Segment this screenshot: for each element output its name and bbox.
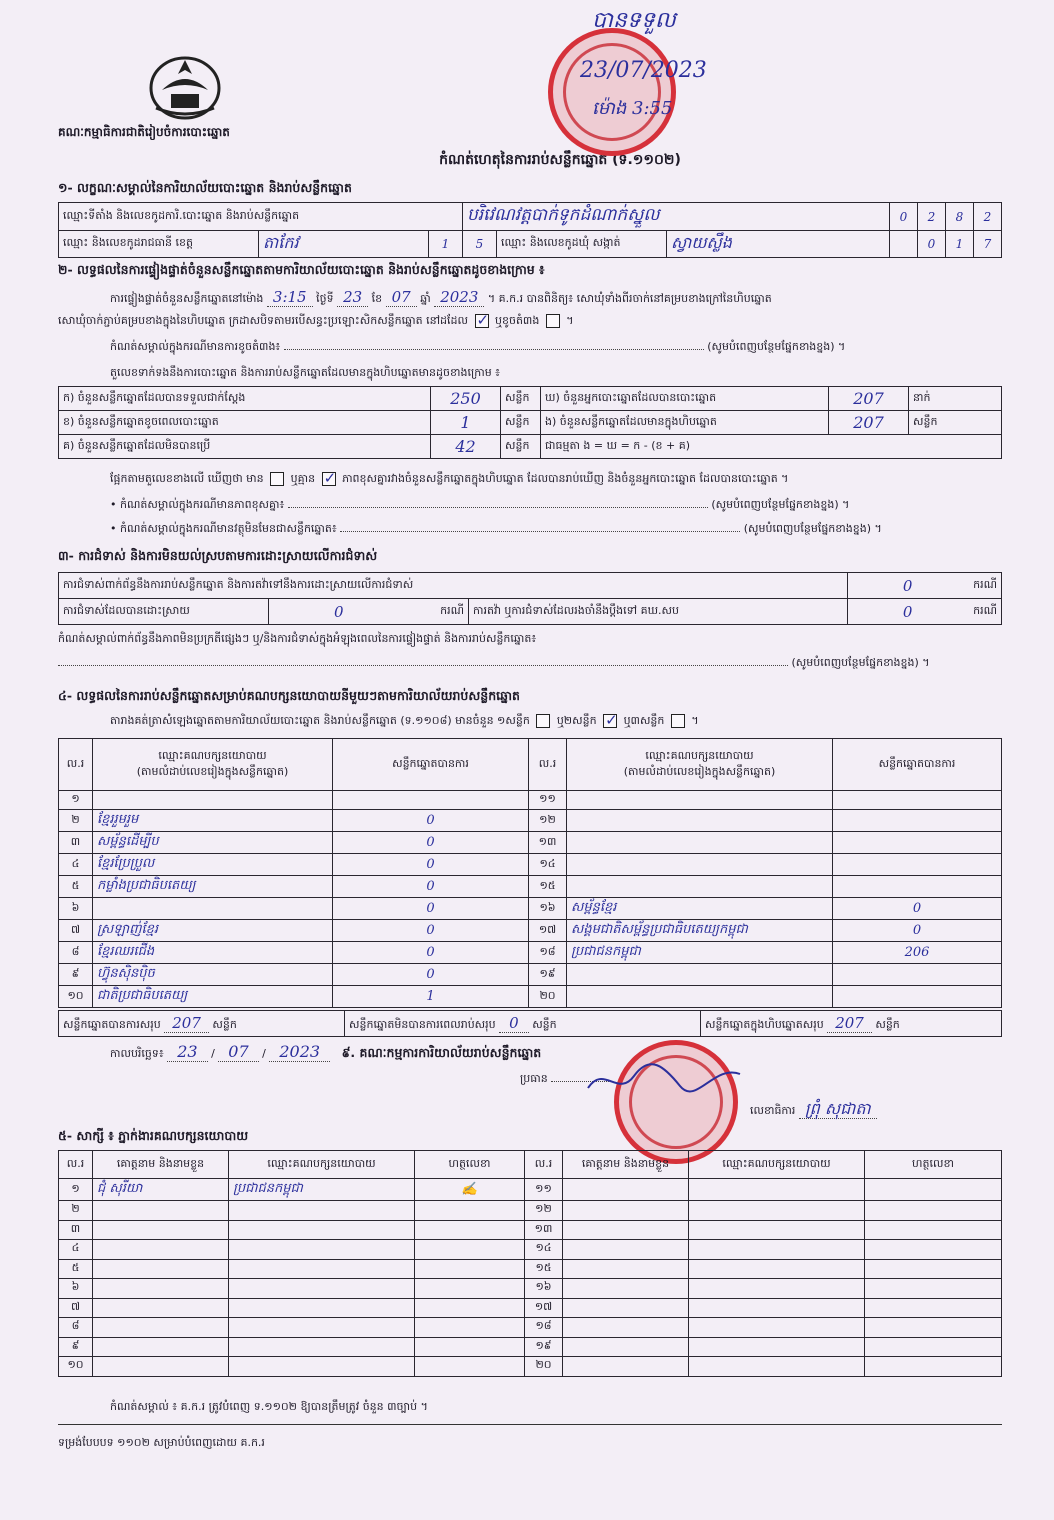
verify-day: 23 [337,288,368,307]
witness-name [93,1318,229,1338]
witness-signature [865,1279,1002,1299]
totals-table: សន្លឹកឆ្នោតបានការសរុប 207 សន្លឹក សន្លឹកឆ្នោតមិនបានការពេលរាប់សរុប 0 សន្លឹក សន្លឹកឆ្នោតក្នុងហិបឆ្នោតសរុប 207 សន្លឹក [58,1010,1002,1037]
section4-title: ៤- លទ្ធផលនៃការរាប់សន្លឹកឆ្នោតសម្រាប់គណបក្សនយោបាយនីមួយៗតាមការិយាល័យរាប់សន្លឹកឆ្នោត [58,688,520,703]
row-number: ៣ [59,1220,93,1240]
section1-title: ១- លក្ខណៈសម្គាល់នៃការិយាល័យបោះឆ្នោត និងរាប់សន្លឹកឆ្នោត [58,180,352,195]
form-title: កំណត់ហេតុនៃការរាប់សន្លឹកឆ្នោត (ទ.១១០២) [439,152,681,168]
witness-party [229,1337,415,1357]
witness-party [229,1298,415,1318]
witness-name [93,1357,229,1377]
date-line: កាលបរិច្ឆេទ៖ 23 / 07 / 2023 ៩. គណៈកម្មការការិយាល័យរាប់សន្លឹកឆ្នោត [110,1042,542,1061]
voters-count: 207 [829,387,909,411]
pending-objections: 0 [847,599,967,625]
row-number: ១៧ [529,920,567,942]
table-row [59,920,1002,942]
row-number: ៤ [59,854,93,876]
party-votes [833,876,1002,898]
verify-line-1: ការផ្ទៀងផ្ទាត់ចំនួនសន្លឹកឆ្នោតនៅម៉ោង 3:15 ថ្ងៃទី 23 ខែ 07 ឆ្នាំ 2023 ។ គ.ក.រ បានពិនិត្យ៖ សោឃុំទាំងពីរចាក់នៅគម្របខាងក្រៅនៃហិបឆ្នោត [110,288,772,306]
station-code-digit: 8 [946,203,974,231]
witness-signature [415,1220,525,1240]
table-row [59,876,1002,898]
table-row [59,1357,1002,1377]
witness-signature [415,1337,525,1357]
witness-name [563,1240,689,1260]
witness-table: ល.រ គោត្តនាម និងនាមខ្លួន ឈ្មោះគណបក្សនយោបាយ ហត្ថលេខា ល.រ គោត្តនាម និងនាមខ្លួន ឈ្មោះគណបក្សនយោបាយ ហត្ថលេខា ១ ជុំ សុរីយា ប្រជាជនកម្ពុជា ✍ ១១ ២ ១២ ៣ ១៣ ៤ ១៤ ៥ ១៥ ៦ ១៦ ៧ ១៧ ៨ ១៨ ៩ ១៩ ១០ ២០ [58,1150,1002,1377]
witness-party [689,1201,865,1221]
commune-label: ឈ្មោះ និងលេខកូដឃុំ សង្កាត់ [497,231,667,258]
form-footer: ទម្រង់បែបបទ ១១០២ សម្រាប់បំពេញដោយ គ.ក.រ [58,1436,265,1449]
party-votes: 0 [833,920,1002,942]
three-sheets-checkbox[interactable] [671,714,685,728]
party-votes: 0 [333,876,529,898]
verify-line-2: សោឃុំចាក់ភ្ជាប់គម្របខាងក្នុងនៃហិបឆ្នោត ក្រដាសបិទតាមរបើសន្ធះប្រឡោះសិកសន្លឹកឆ្នោត នៅដដែល ✓ ឬខូចតំ៣ង ។ [58,314,574,330]
party-votes: 1 [333,986,529,1008]
has-difference-checkbox[interactable] [270,472,284,486]
witness-name [563,1279,689,1299]
party-votes [333,791,529,810]
witness-signature: ✍ [415,1179,525,1201]
row-number: ១៦ [529,898,567,920]
row-number: ១៩ [529,964,567,986]
party-name [567,810,833,832]
witness-party [229,1201,415,1221]
spoiled-ballots: 1 [431,411,501,435]
two-sheets-checkbox[interactable] [603,714,617,728]
party-votes: 0 [333,920,529,942]
witness-signature [865,1220,1002,1240]
total-invalid: 0 [499,1014,529,1033]
verify-time: 3:15 [267,288,313,307]
party-name [567,854,833,876]
no-difference-checkbox[interactable] [322,472,336,486]
receipt-time: ម៉ោង 3:55 [592,98,673,119]
commune-code-digit: 7 [974,231,1002,258]
irregularity-note-line: (សូមបំពេញបន្ថែមផ្នែកខាងខ្នង) ។ [58,656,1002,672]
witness-name [93,1279,229,1299]
witness-party [229,1279,415,1299]
bullet-foreign-object-note: • កំណត់សម្គាល់ក្នុងករណីមានវត្ថុមិនមែនជាសន្លឹកឆ្នោត៖ (សូមបំពេញបន្ថែមផ្នែកខាងខ្នង) ។ [110,522,882,535]
witness-signature [865,1240,1002,1260]
witness-signature [865,1259,1002,1279]
row-number: ៩ [59,1337,93,1357]
table-row [59,1179,1002,1201]
province-value: តាកែវ [259,231,429,258]
official-seal-stamp [548,28,676,156]
witness-name [563,1259,689,1279]
table-row [59,964,1002,986]
row-number: ៨ [59,942,93,964]
table-row [59,1298,1002,1318]
witness-signature [415,1201,525,1221]
witness-name [563,1298,689,1318]
row-number: ៣ [59,832,93,854]
party-results-table: ល.រ ឈ្មោះគណបក្សនយោបាយ (តាមលំដាប់លេខរៀងក្នុងសន្លឹកឆ្នោត) សន្លឹកឆ្នោតបានការ ល.រ ឈ្មោះគណបក្សនយោបាយ (តាមលំដាប់លេខរៀងក្នុងសន្លឹកឆ្នោត) សន្លឹកឆ្នោតបានការ ១ ១១ ២ ខ្មែររួមរួម 0 ១២ ៣ សម្ព័ន្ធដើម្បីប 0 ១៣ ៤ ខ្មែរប្រែប្រួល 0 ១៤ ៥ កម្លាំងប្រជាធិបតេយ្យ 0 ១៥ ៦ 0 ១៦ សម្ព័ន្ធខ្មែរ 0 ៧ ស្រឡាញ់ខ្មែរ 0 ១៧ សង្គមជាតិសម្ព័ន្ធប្រជាធិបតេយ្យកម្ពុជា 0 ៨ ខ្មែរឈរជើង 0 ១៨ ប្រជាជនកម្ពុជា 206 ៩ ហ៊្វុនស៊ិនប៉ិច 0 ១៩ ១០ ជាតិប្រជាធិបតេយ្យ 1 ២០ [58,738,1002,1008]
formula-note: ជាធម្មតា ង = ឃ = ក - (ខ + គ) [541,435,1002,459]
party-name: សម្ព័ន្ធខ្មែរ [567,898,833,920]
party-name: ខ្មែរប្រែប្រួល [93,854,333,876]
row-number: ៥ [59,876,93,898]
witness-party [229,1240,415,1260]
party-votes: 0 [333,898,529,920]
secretary-line: លេខាធិការ ព្រុំ សុជាតា [750,1098,877,1122]
row-number: ១៤ [525,1240,563,1260]
table-row [59,854,1002,876]
witness-party [689,1279,865,1299]
witness-party [689,1318,865,1338]
party-name [567,791,833,810]
chair-signature-icon [584,1058,744,1102]
table-row [59,898,1002,920]
party-name: ស្រឡាញ់ខ្មែរ [93,920,333,942]
ballot-figures-table: ក) ចំនួនសន្លឹកឆ្នោតដែលបានទទួលជាក់ស្តែង 250 សន្លឹក ឃ) ចំនួនអ្នកបោះឆ្នោតដែលបានបោះឆ្នោត 207 នាក់ ខ) ចំនួនសន្លឹកឆ្នោតខូចពេលបោះឆ្នោត 1 សន្លឹក ង) ចំនួនសន្លឹកឆ្នោតដែលមានក្នុងហិបឆ្នោត 207 សន្លឹក គ) ចំនួនសន្លឹកឆ្នោតដែលមិនបានប្រើ 42 សន្លឹក ជាធម្មតា ង = ឃ = ក - (ខ + គ) [58,386,1002,459]
party-votes: 0 [333,964,529,986]
row-number: ២ [59,1201,93,1221]
figures-intro: តួលេខទាក់ទងនឹងការបោះឆ្នោត និងការរាប់សន្លឹកឆ្នោតដែលមានក្នុងហិបឆ្នោតមានដូចខាងក្រោម ៖ [110,366,501,379]
witness-party [229,1259,415,1279]
province-code-digit: 1 [429,231,463,258]
commune-value: ស្វាយស្លឹង [667,231,890,258]
row-number: ១៤ [529,854,567,876]
party-name: ជាតិប្រជាធិបតេយ្យ [93,986,333,1008]
row-number: ៦ [59,898,93,920]
party-name: ហ៊្វុនស៊ិនប៉ិច [93,964,333,986]
row-number: ២០ [529,986,567,1008]
province-label: ឈ្មោះ និងលេខកូដរាជធានី ខេត្ត [59,231,259,258]
witness-signature [865,1201,1002,1221]
witness-name [563,1179,689,1201]
witness-party: ប្រជាជនកម្ពុជា [229,1179,415,1201]
one-sheet-checkbox[interactable] [536,714,550,728]
row-number: ១២ [529,810,567,832]
row-number: ៦ [59,1279,93,1299]
witness-party [689,1179,865,1201]
witness-signature [415,1279,525,1299]
witness-name [93,1220,229,1240]
row-number: ១៣ [529,832,567,854]
row-number: ១៧ [525,1298,563,1318]
witness-signature [415,1318,525,1338]
witness-signature [415,1298,525,1318]
table-row [59,1259,1002,1279]
station-label: ឈ្មោះទីតាំង និងលេខកូដការិ.បោះឆ្នោត និងរាប់សន្លឹកឆ្នោត [59,203,463,231]
tally-sheets-line: តារាងគត់ត្រាសំឡេងឆ្នោតតាមការិយាល័យបោះឆ្នោត និងរាប់សន្លឹកឆ្នោត (ទ.១១០៨) មានចំនួន ១សន្លឹក ឬ២សន្លឹក ✓ ឬ៣សន្លឹក ។ [110,714,699,730]
party-votes: 0 [833,898,1002,920]
witness-party [689,1298,865,1318]
row-number: ៧ [59,920,93,942]
witness-party [689,1357,865,1377]
party-votes [833,854,1002,876]
province-code-digit: 5 [463,231,497,258]
witness-signature [415,1259,525,1279]
commune-code-digit: 0 [918,231,946,258]
receipt-note: បានទទួល [592,8,676,33]
verify-month: 07 [386,288,417,307]
witness-name [93,1298,229,1318]
party-name [567,832,833,854]
party-name [567,964,833,986]
table-row [59,1279,1002,1299]
row-number: ២០ [525,1357,563,1377]
witness-signature [865,1318,1002,1338]
objections-count: 0 [847,573,967,599]
verify-year: 2023 [434,288,484,307]
table-row [59,986,1002,1008]
witness-signature [865,1179,1002,1201]
bullet-difference-note: • កំណត់សម្គាល់ក្នុងករណីមានភាពខុសគ្នា៖ (សូមបំពេញបន្ថែមផ្នែកខាងខ្នង) ។ [110,498,850,511]
party-name [567,986,833,1008]
station-code-digit: 0 [890,203,918,231]
row-number: ១២ [525,1201,563,1221]
intact-checkbox[interactable] [475,314,489,328]
row-number: ១៨ [525,1318,563,1338]
party-name [567,876,833,898]
party-votes [833,810,1002,832]
party-name: សម្ព័ន្ធដើម្បីប [93,832,333,854]
station-value: បរិវេណវត្តបាក់ទូកដំណាក់ស្នួល [463,203,890,231]
party-name: សង្គមជាតិសម្ព័ន្ធប្រជាធិបតេយ្យកម្ពុជា [567,920,833,942]
party-name: ប្រជាជនកម្ពុជា [567,942,833,964]
footnote: កំណត់សម្គាល់ ៖ គ.ក.រ ត្រូវបំពេញ ទ.១១០២ ឱ្យបានត្រឹមត្រូវ ចំនួន ៣ច្បាប់ ។ [110,1400,428,1413]
witness-name [563,1337,689,1357]
chair-line: ប្រធាន [520,1072,611,1088]
row-number: ១១ [529,791,567,810]
station-code-digit: 2 [918,203,946,231]
witness-signature [865,1298,1002,1318]
witness-name [93,1259,229,1279]
table-row [59,1220,1002,1240]
section3-title: ៣- ការជំទាស់ និងការមិនយល់ស្របតាមការដោះស្រាយលើការជំទាស់ [58,548,378,563]
row-number: ៧ [59,1298,93,1318]
damage-note-line: កំណត់សម្គាល់ក្នុងករណីមានការខូចតំ៣ង៖ (សូមបំពេញបន្ថែមផ្នែកខាងខ្នង) ។ [110,340,846,353]
total-valid: 207 [164,1014,209,1033]
party-name: កម្លាំងប្រជាធិបតេយ្យ [93,876,333,898]
party-votes [833,791,1002,810]
witness-name: ជុំ សុរីយា [93,1179,229,1201]
station-code-digit: 2 [974,203,1002,231]
receipt-date: 23/07/2023 [580,58,707,83]
witness-name [563,1357,689,1377]
table-row [59,810,1002,832]
row-number: ១១ [525,1179,563,1201]
witness-signature [865,1357,1002,1377]
ballots-in-box: 207 [829,411,909,435]
section2-title: ២- លទ្ធផលនៃការផ្ទៀងផ្ទាត់ចំនួនសន្លឹកឆ្នោតតាមការិយាល័យបោះឆ្នោត និងរាប់សន្លឹកឆ្នោតដូចខាងក្រោម ៖ [58,262,545,277]
table-row [59,1337,1002,1357]
witness-party [689,1337,865,1357]
difference-line: ផ្អែកតាមតួលេខខាងលើ ឃើញថា មាន ឬគ្មាន ✓ ភាពខុសគ្នារវាងចំនួនសន្លឹកឆ្នោតក្នុងហិបឆ្នោត ដែលបានរាប់ឃើញ និងចំនួនអ្នកបោះឆ្នោត ដែលបានបោះឆ្នោត ។ [110,472,788,488]
table-row [59,791,1002,810]
witness-name [563,1220,689,1240]
witness-party [229,1318,415,1338]
party-votes: 0 [333,854,529,876]
station-table [58,202,1002,258]
objection-table: ការជំទាស់ពាក់ព័ន្ធនឹងការរាប់សន្លឹកឆ្នោត និងការតវ៉ាទៅនឹងការដោះស្រាយលើការជំទាស់ 0 ករណី ការជំទាស់ដែលបានដោះស្រាយ 0 ករណី ការតវ៉ា ឬការជំទាស់ដែលរងចាំនឹងប្តឹងទៅ គឃ.សប 0 ករណី [58,572,1002,625]
row-number: ១៦ [525,1279,563,1299]
row-number: ៩ [59,964,93,986]
party-votes: 0 [333,810,529,832]
party-votes: 0 [333,832,529,854]
received-ballots: 250 [431,387,501,411]
witness-name [563,1318,689,1338]
party-votes [833,832,1002,854]
party-votes [833,964,1002,986]
party-name [93,898,333,920]
party-name [93,791,333,810]
org-name: គណៈកម្មាធិការជាតិរៀបចំការបោះឆ្នោត [58,125,230,139]
party-votes [833,986,1002,1008]
footer-divider [58,1424,1002,1425]
party-votes: 0 [333,942,529,964]
irregularity-note: កំណត់សម្គាល់ពាក់ព័ន្ធនឹងភាពមិនប្រក្រតីផ្សេងៗ ឬ/និងការជំទាស់ក្នុងអំឡុងពេលនៃការផ្ទៀងផ្ទាត់ និងការរាប់សន្លឹកឆ្នោត៖ [58,632,537,645]
unused-ballots: 42 [431,435,501,459]
row-number: ៤ [59,1240,93,1260]
date-year: 2023 [269,1042,330,1062]
row-number: ១៣ [525,1220,563,1240]
witness-party [229,1220,415,1240]
table-row [59,942,1002,964]
row-number: ១ [59,1179,93,1201]
witness-party [229,1357,415,1377]
witness-name [93,1240,229,1260]
date-month: 07 [218,1042,258,1062]
party-votes: 206 [833,942,1002,964]
table-row [59,1201,1002,1221]
witness-name [93,1337,229,1357]
row-number: ១៨ [529,942,567,964]
emblem-logo-icon [146,50,224,120]
section5-title: ៥- សាក្សី ៖ ភ្នាក់ងារគណបក្សនយោបាយ [58,1128,249,1143]
party-name: ខ្មែររួមរួម [93,810,333,832]
table-row [59,832,1002,854]
secretary-name: ព្រុំ សុជាតា [799,1099,877,1119]
witness-signature [865,1337,1002,1357]
row-number: ២ [59,810,93,832]
party-name: ខ្មែរឈរជើង [93,942,333,964]
commune-code-digit: 1 [946,231,974,258]
witness-party [689,1259,865,1279]
row-number: ១៩ [525,1337,563,1357]
witness-name [93,1201,229,1221]
row-number: ៥ [59,1259,93,1279]
witness-party [689,1220,865,1240]
damaged-checkbox[interactable] [546,314,560,328]
row-number: ១៥ [525,1259,563,1279]
table-row [59,1240,1002,1260]
witness-signature [415,1240,525,1260]
total-in-box: 207 [827,1014,872,1033]
date-day: 23 [167,1042,207,1062]
row-number: ១ [59,791,93,810]
witness-signature [415,1357,525,1377]
row-number: ១០ [59,986,93,1008]
row-number: ១០ [59,1357,93,1377]
witness-name [563,1201,689,1221]
resolved-objections: 0 [269,599,409,625]
witness-party [689,1240,865,1260]
table-row [59,1318,1002,1338]
row-number: ៨ [59,1318,93,1338]
row-number: ១៥ [529,876,567,898]
